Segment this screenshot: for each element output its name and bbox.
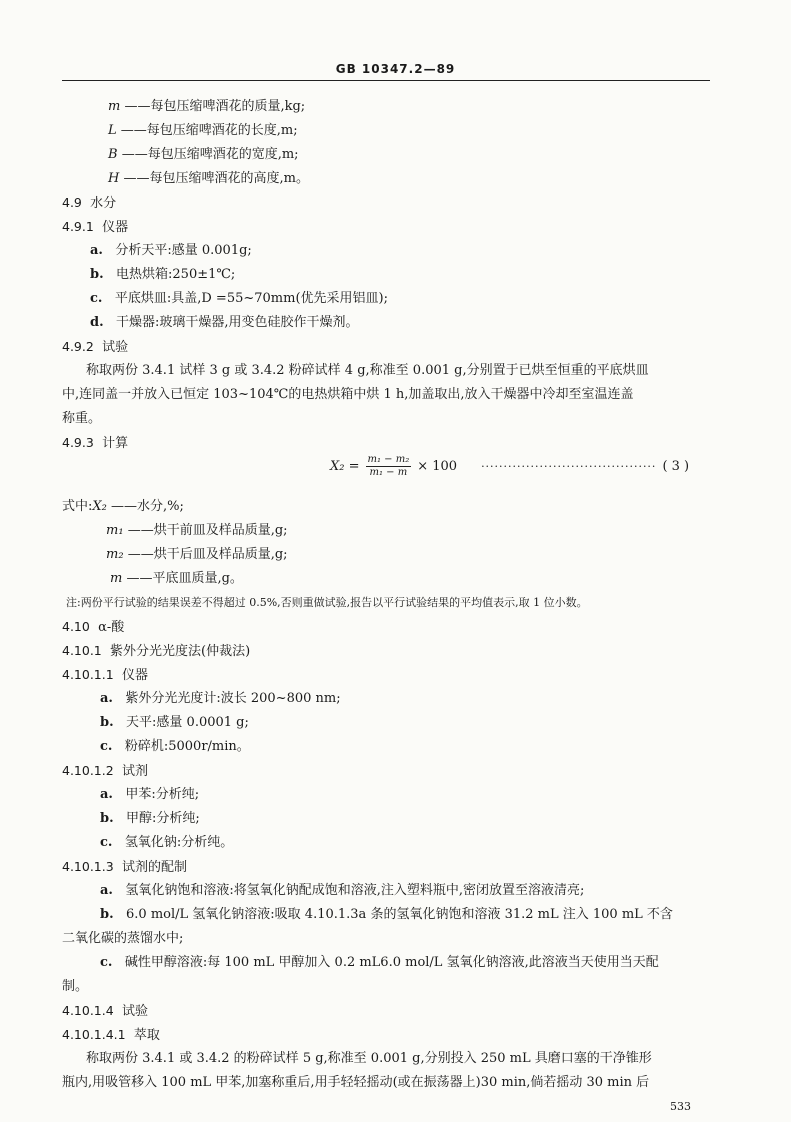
list-item: b. 天平:感量 0.0001 g; — [100, 715, 249, 730]
section-4-10-1-heading: 4.10.1 紫外分光光度法(仲裁法) — [62, 643, 251, 659]
list-item: a. 氢氧化钠饱和溶液:将氢氧化钠配成饱和溶液,注入塑料瓶中,密闭放置至溶液清亮; — [100, 883, 585, 898]
list-item: d. 干燥器:玻璃干燥器,用变色硅胶作干燥剂。 — [90, 315, 359, 330]
definition-l: L ——每包压缩啤酒花的长度,m; — [108, 123, 298, 138]
section-4-10-1-3-heading: 4.10.1.3 试剂的配制 — [62, 859, 187, 875]
equation-number: ( 3 ) — [662, 459, 690, 474]
definition-b: B ——每包压缩啤酒花的宽度,m; — [108, 147, 299, 162]
paragraph-line: 中,连同盖一并放入已恒定 103~104℃的电热烘箱中烘 1 h,加盖取出,放入干燥器中冷却至室温连盖 — [62, 387, 634, 402]
definition-m: m ——平底皿质量,g。 — [110, 571, 243, 586]
section-4-9-3-heading: 4.9.3 计算 — [62, 435, 129, 451]
list-item: a. 甲苯:分析纯; — [100, 787, 200, 802]
moisture-formula: X₂ = $\frac{\text{m₁ − m₂}}{\text{m₁ − m}}$ × 100 ······································· ( 3 ) — [330, 454, 690, 478]
section-4-10-1-2-heading: 4.10.1.2 试剂 — [62, 763, 148, 779]
list-item-continuation: 二氧化碳的蒸馏水中; — [62, 931, 184, 946]
section-4-10-1-1-heading: 4.10.1.1 仪器 — [62, 667, 148, 683]
list-item: b. 6.0 mol/L 氢氧化钠溶液:吸取 4.10.1.3a 条的氢氧化钠饱和溶液 31.2 mL 注入 100 mL 不含 — [100, 907, 673, 922]
section-4-10-1-4-heading: 4.10.1.4 试验 — [62, 1003, 148, 1019]
paragraph-line: 瓶内,用吸管移入 100 mL 甲苯,加塞称重后,用手轻轻摇动(或在振荡器上)30 min,倘若摇动 30 min 后 — [62, 1075, 650, 1090]
definition-m: m ——每包压缩啤酒花的质量,kg; — [108, 99, 306, 114]
list-item: c. 平底烘皿:具盖,D =55~70mm(优先采用铝皿); — [90, 291, 388, 306]
list-item-continuation: 制。 — [62, 979, 89, 994]
section-4-9-2-heading: 4.9.2 试验 — [62, 339, 129, 355]
list-item: c. 粉碎机:5000r/min。 — [100, 739, 250, 754]
header-rule — [62, 80, 710, 81]
list-item: c. 氢氧化钠:分析纯。 — [100, 835, 234, 850]
note-text: 注:两份平行试验的结果误差不得超过 0.5%,否则重做试验,报告以平行试验结果的平均值表示,取 1 位小数。 — [66, 596, 588, 609]
section-4-9-heading: 4.9 水分 — [62, 195, 117, 211]
page-number: 533 — [670, 1100, 691, 1113]
definition-m2: m₂ ——烘干后皿及样品质量,g; — [106, 547, 288, 562]
list-item: a. 紫外分光光度计:波长 200~800 nm; — [100, 691, 341, 706]
list-item: a. 分析天平:感量 0.001g; — [90, 243, 252, 258]
list-item: c. 碱性甲醇溶液:每 100 mL 甲醇加入 0.2 mL6.0 mol/L 氢氧化钠溶液,此溶液当天使用当天配 — [100, 955, 659, 970]
definition-x2: 式中:X₂ ——水分,%; — [62, 499, 184, 514]
paragraph-line: 称重。 — [62, 411, 102, 426]
section-4-9-1-heading: 4.9.1 仪器 — [62, 219, 129, 235]
formula-fraction: $\frac{\text{m₁ − m₂}}{\text{m₁ − m}}$ — [367, 454, 410, 478]
leader-dots: ······································· — [481, 460, 657, 473]
definition-m1: m₁ ——烘干前皿及样品质量,g; — [106, 523, 288, 538]
definition-h: H ——每包压缩啤酒花的高度,m。 — [108, 171, 309, 186]
section-4-10-heading: 4.10 α-酸 — [62, 619, 125, 635]
list-item: b. 甲醇:分析纯; — [100, 811, 200, 826]
list-item: b. 电热烘箱:250±1℃; — [90, 267, 236, 282]
standard-code-header: GB 10347.2—89 — [335, 62, 456, 76]
paragraph-line: 称取两份 3.4.1 试样 3 g 或 3.4.2 粉碎试样 4 g,称准至 0.001 g,分别置于已烘至恒重的平底烘皿 — [86, 363, 649, 378]
paragraph-line: 称取两份 3.4.1 或 3.4.2 的粉碎试样 5 g,称准至 0.001 g,分别投入 250 mL 具磨口塞的干净锥形 — [86, 1051, 652, 1066]
section-4-10-1-4-1-heading: 4.10.1.4.1 萃取 — [62, 1027, 160, 1043]
